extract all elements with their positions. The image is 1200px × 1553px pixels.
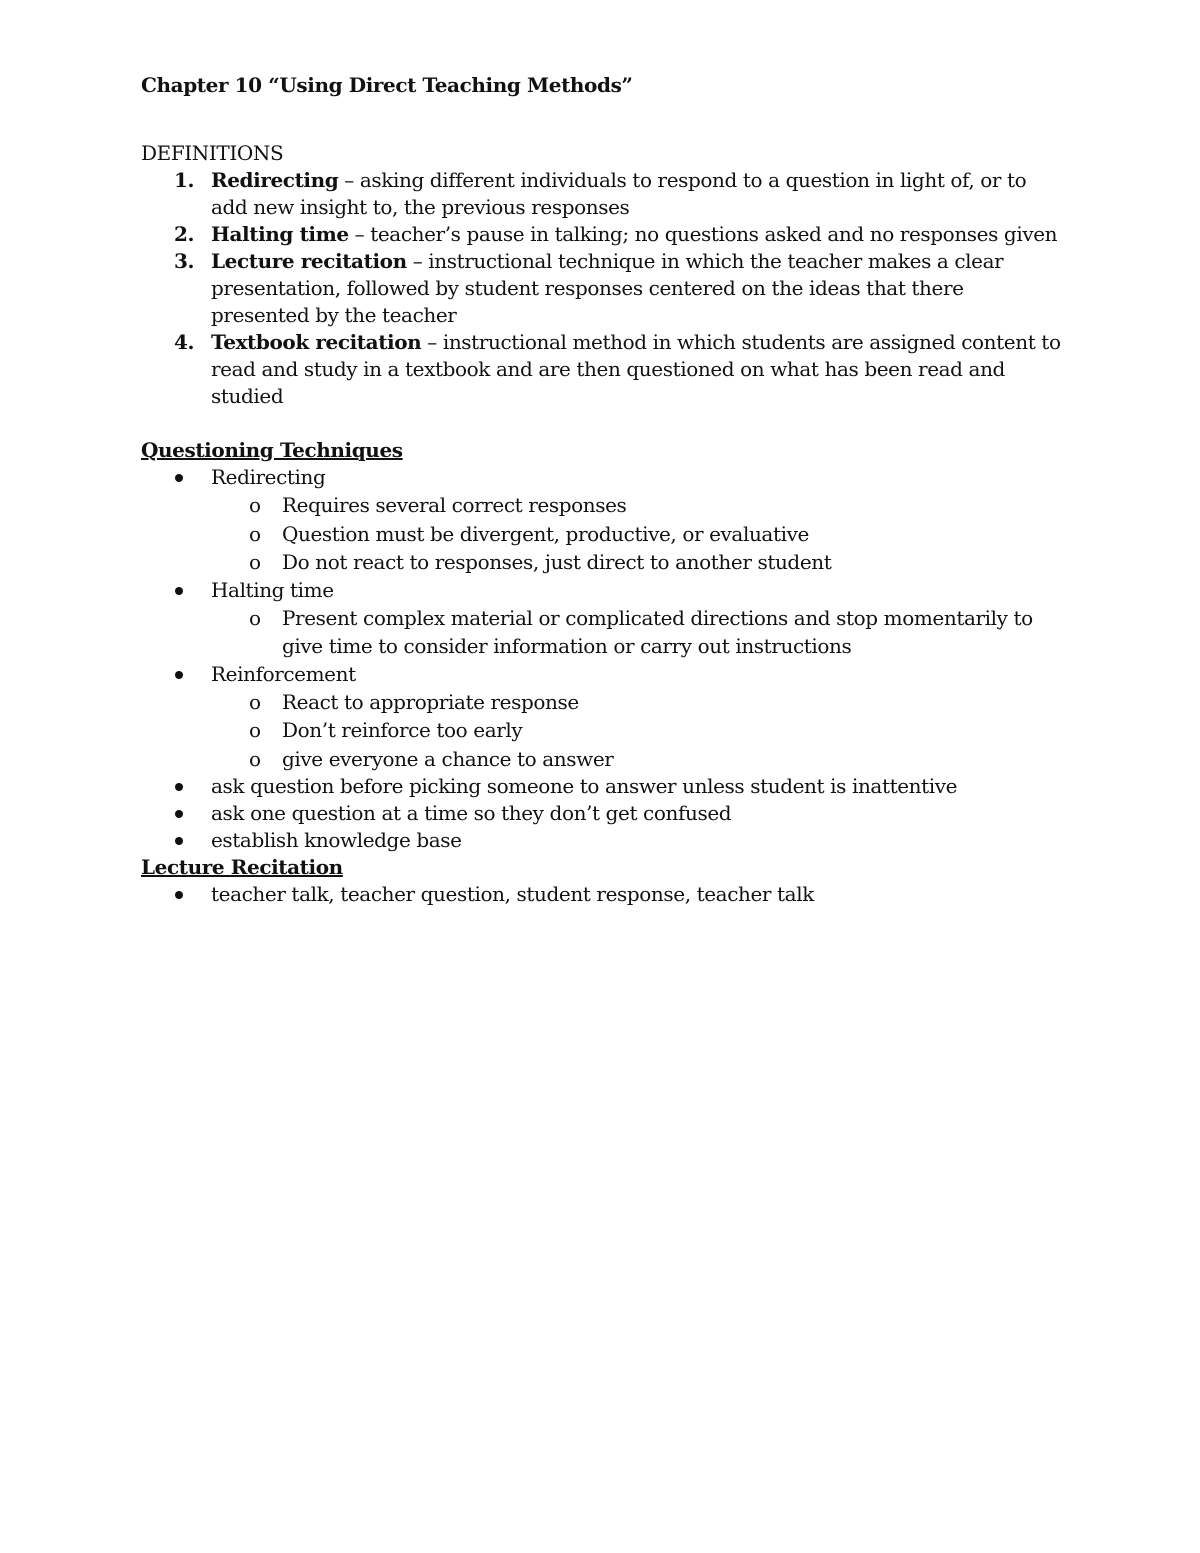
list-item xyxy=(141,827,1061,854)
sub-list xyxy=(141,604,1061,661)
questioning-techniques-heading: Questioning Techniques xyxy=(141,438,403,462)
circle-bullet-icon: o xyxy=(249,746,261,771)
circle-bullet-icon: o xyxy=(249,689,261,714)
list-item-text: Reinforcement xyxy=(211,661,356,686)
definition-number: 1. xyxy=(174,168,195,192)
questioning-techniques-list xyxy=(141,661,1061,688)
circle-bullet-icon: o xyxy=(249,718,261,742)
list-item xyxy=(141,577,1061,604)
list-item xyxy=(141,464,1061,491)
definition-term: Halting time xyxy=(211,222,349,246)
bullet-icon xyxy=(175,837,183,845)
definition-text: – asking different individuals to respond to a question in light of, or to add new insight to, the previous responses xyxy=(211,168,1027,219)
circle-bullet-icon: o xyxy=(249,550,261,574)
sub-list-item-text: give everyone a chance to answer xyxy=(282,746,614,771)
section-spacer xyxy=(141,410,1061,437)
questioning-techniques-list xyxy=(141,577,1061,604)
definition-item xyxy=(141,221,1061,248)
sub-list-item xyxy=(141,745,1061,774)
sub-list-item xyxy=(141,520,1061,549)
definition-term: Lecture recitation xyxy=(211,249,407,273)
sub-list-item xyxy=(141,716,1061,745)
definition-number: 2. xyxy=(174,222,195,246)
definition-item xyxy=(141,167,1061,221)
list-item-text: establish knowledge base xyxy=(211,828,462,852)
questioning-techniques-list xyxy=(141,464,1061,491)
sub-list-item xyxy=(141,688,1061,717)
definition-number: 4. xyxy=(174,330,195,354)
list-item-text: teacher talk, teacher question, student response, teacher talk xyxy=(211,882,814,906)
document-title: Chapter 10 “Using Direct Teaching Methods” xyxy=(141,73,633,97)
sub-list-item-text: Question must be divergent, productive, or evaluative xyxy=(282,521,809,546)
definition-term: Redirecting xyxy=(211,168,339,192)
sub-list xyxy=(141,688,1061,774)
circle-bullet-icon: o xyxy=(249,521,261,546)
bullet-icon xyxy=(175,783,183,791)
bullet-icon xyxy=(175,587,183,595)
definition-text: – teacher’s pause in talking; no questions asked and no responses given xyxy=(348,222,1058,246)
sub-list-item-text: Requires several correct responses xyxy=(282,493,627,517)
definitions-list xyxy=(141,167,1061,410)
list-item xyxy=(141,661,1061,688)
sub-list-item xyxy=(141,548,1061,577)
questioning-techniques-list xyxy=(141,773,1061,854)
list-item xyxy=(141,800,1061,827)
lecture-recitation-heading: Lecture Recitation xyxy=(141,855,343,879)
definition-item xyxy=(141,329,1061,410)
bullet-icon xyxy=(175,474,183,482)
definitions-heading: DEFINITIONS xyxy=(141,141,284,165)
list-item-text: Redirecting xyxy=(211,465,326,489)
list-item xyxy=(141,881,1061,908)
list-item-text: ask one question at a time so they don’t get confused xyxy=(211,801,732,825)
sub-list-item-text: Do not react to responses, just direct to another student xyxy=(282,550,832,574)
document-page xyxy=(141,72,1061,908)
lecture-recitation-list xyxy=(141,881,1061,908)
definition-text: – instructional method in which students are assigned content to read and study in a textbook and are then questioned on what has been read and studied xyxy=(211,330,1061,408)
sub-list-item-text: Present complex material or complicated directions and stop momentarily to give time to consider information or carry out instructions xyxy=(282,605,1033,658)
sub-list xyxy=(141,491,1061,577)
definition-text: – instructional technique in which the teacher makes a clear presentation, followed by student responses centered on the ideas that there presented by the teacher xyxy=(211,249,1004,327)
list-item xyxy=(141,773,1061,800)
definition-term: Textbook recitation xyxy=(211,330,422,354)
sub-list-item-text: React to appropriate response xyxy=(282,689,579,714)
bullet-icon xyxy=(175,891,183,899)
circle-bullet-icon: o xyxy=(249,493,261,517)
definition-item xyxy=(141,248,1061,329)
list-item-text: Halting time xyxy=(211,577,334,602)
bullet-icon xyxy=(175,671,183,679)
bullet-icon xyxy=(175,810,183,818)
sub-list-item xyxy=(141,491,1061,520)
sub-list-item-text: Don’t reinforce too early xyxy=(282,718,523,742)
sub-list-item xyxy=(141,604,1061,661)
circle-bullet-icon: o xyxy=(249,605,261,630)
list-item-text: ask question before picking someone to answer unless student is inattentive xyxy=(211,774,958,798)
definition-number: 3. xyxy=(174,249,195,273)
